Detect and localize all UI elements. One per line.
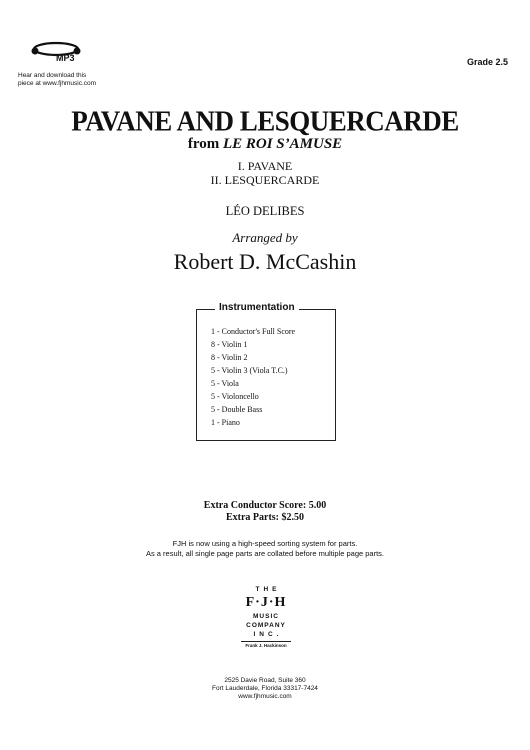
publisher-website: www.fjhmusic.com — [238, 693, 292, 700]
piece-subtitle — [0, 136, 530, 153]
sorting-notice-line1: FJH is now using a high-speed sorting system for parts. — [172, 539, 358, 548]
logo-company: COMPANY — [246, 622, 286, 629]
instrument-item: 1 - Piano — [211, 418, 240, 427]
mp3-caption — [18, 72, 128, 88]
instrument-item: 5 - Violoncello — [211, 392, 259, 401]
mp3-caption-line1: Hear and download this — [18, 72, 87, 79]
subtitle-from: from — [187, 136, 223, 152]
arranged-by-label: Arranged by — [232, 230, 298, 245]
pricing-info — [0, 500, 530, 524]
instrument-item: 8 - Violin 2 — [211, 353, 248, 362]
publisher-logo — [241, 585, 291, 649]
mp3-caption-line2: piece at www.fjhmusic.com — [18, 80, 97, 87]
movement-item: II. LESQUERCARDE — [210, 173, 320, 187]
mp3-download-block — [18, 40, 128, 88]
opera-title: LE ROI S’AMUSE — [222, 136, 343, 152]
mp3-label: MP3 — [56, 53, 75, 63]
publisher-address — [0, 677, 530, 701]
extra-parts-price: Extra Parts: $2.50 — [225, 512, 305, 523]
piece-title: PAVANE AND LESQUERCARDE — [71, 105, 459, 137]
instrument-item: 5 - Viola — [211, 379, 239, 388]
movement-item: I. PAVANE — [237, 159, 293, 173]
instrumentation-list — [211, 325, 295, 429]
logo-music: MUSIC — [253, 613, 279, 620]
address-street: 2525 Davie Road, Suite 360 — [224, 677, 306, 684]
extra-conductor-score-price: Extra Conductor Score: 5.00 — [203, 500, 327, 511]
instrumentation-box — [196, 302, 336, 441]
logo-founder: Frank J. Hackinson — [245, 643, 287, 648]
instrument-item: 1 - Conductor's Full Score — [211, 327, 296, 336]
composer-name: LÉO DELIBES — [225, 204, 305, 218]
instrument-item: 5 - Double Bass — [211, 405, 263, 414]
instrument-item: 8 - Violin 1 — [211, 340, 248, 349]
address-city: Fort Lauderdale, Florida 33317-7424 — [212, 685, 318, 692]
sorting-notice-line2: As a result, all single page parts are collated before multiple page parts. — [145, 549, 385, 558]
instrument-item: 5 - Violin 3 (Viola T.C.) — [211, 366, 288, 375]
grade-label: Grade 2.5 — [466, 57, 508, 67]
mp3-logo — [18, 40, 128, 70]
logo-inc: INC. — [253, 631, 283, 638]
logo-divider — [241, 641, 291, 642]
sorting-notice — [0, 539, 530, 559]
arranger-name: Robert D. McCashin — [173, 249, 357, 274]
instrumentation-heading: Instrumentation — [215, 302, 299, 313]
logo-the: THE — [255, 586, 281, 593]
movement-list — [0, 159, 530, 187]
logo-initials: F·J·H — [245, 595, 287, 610]
